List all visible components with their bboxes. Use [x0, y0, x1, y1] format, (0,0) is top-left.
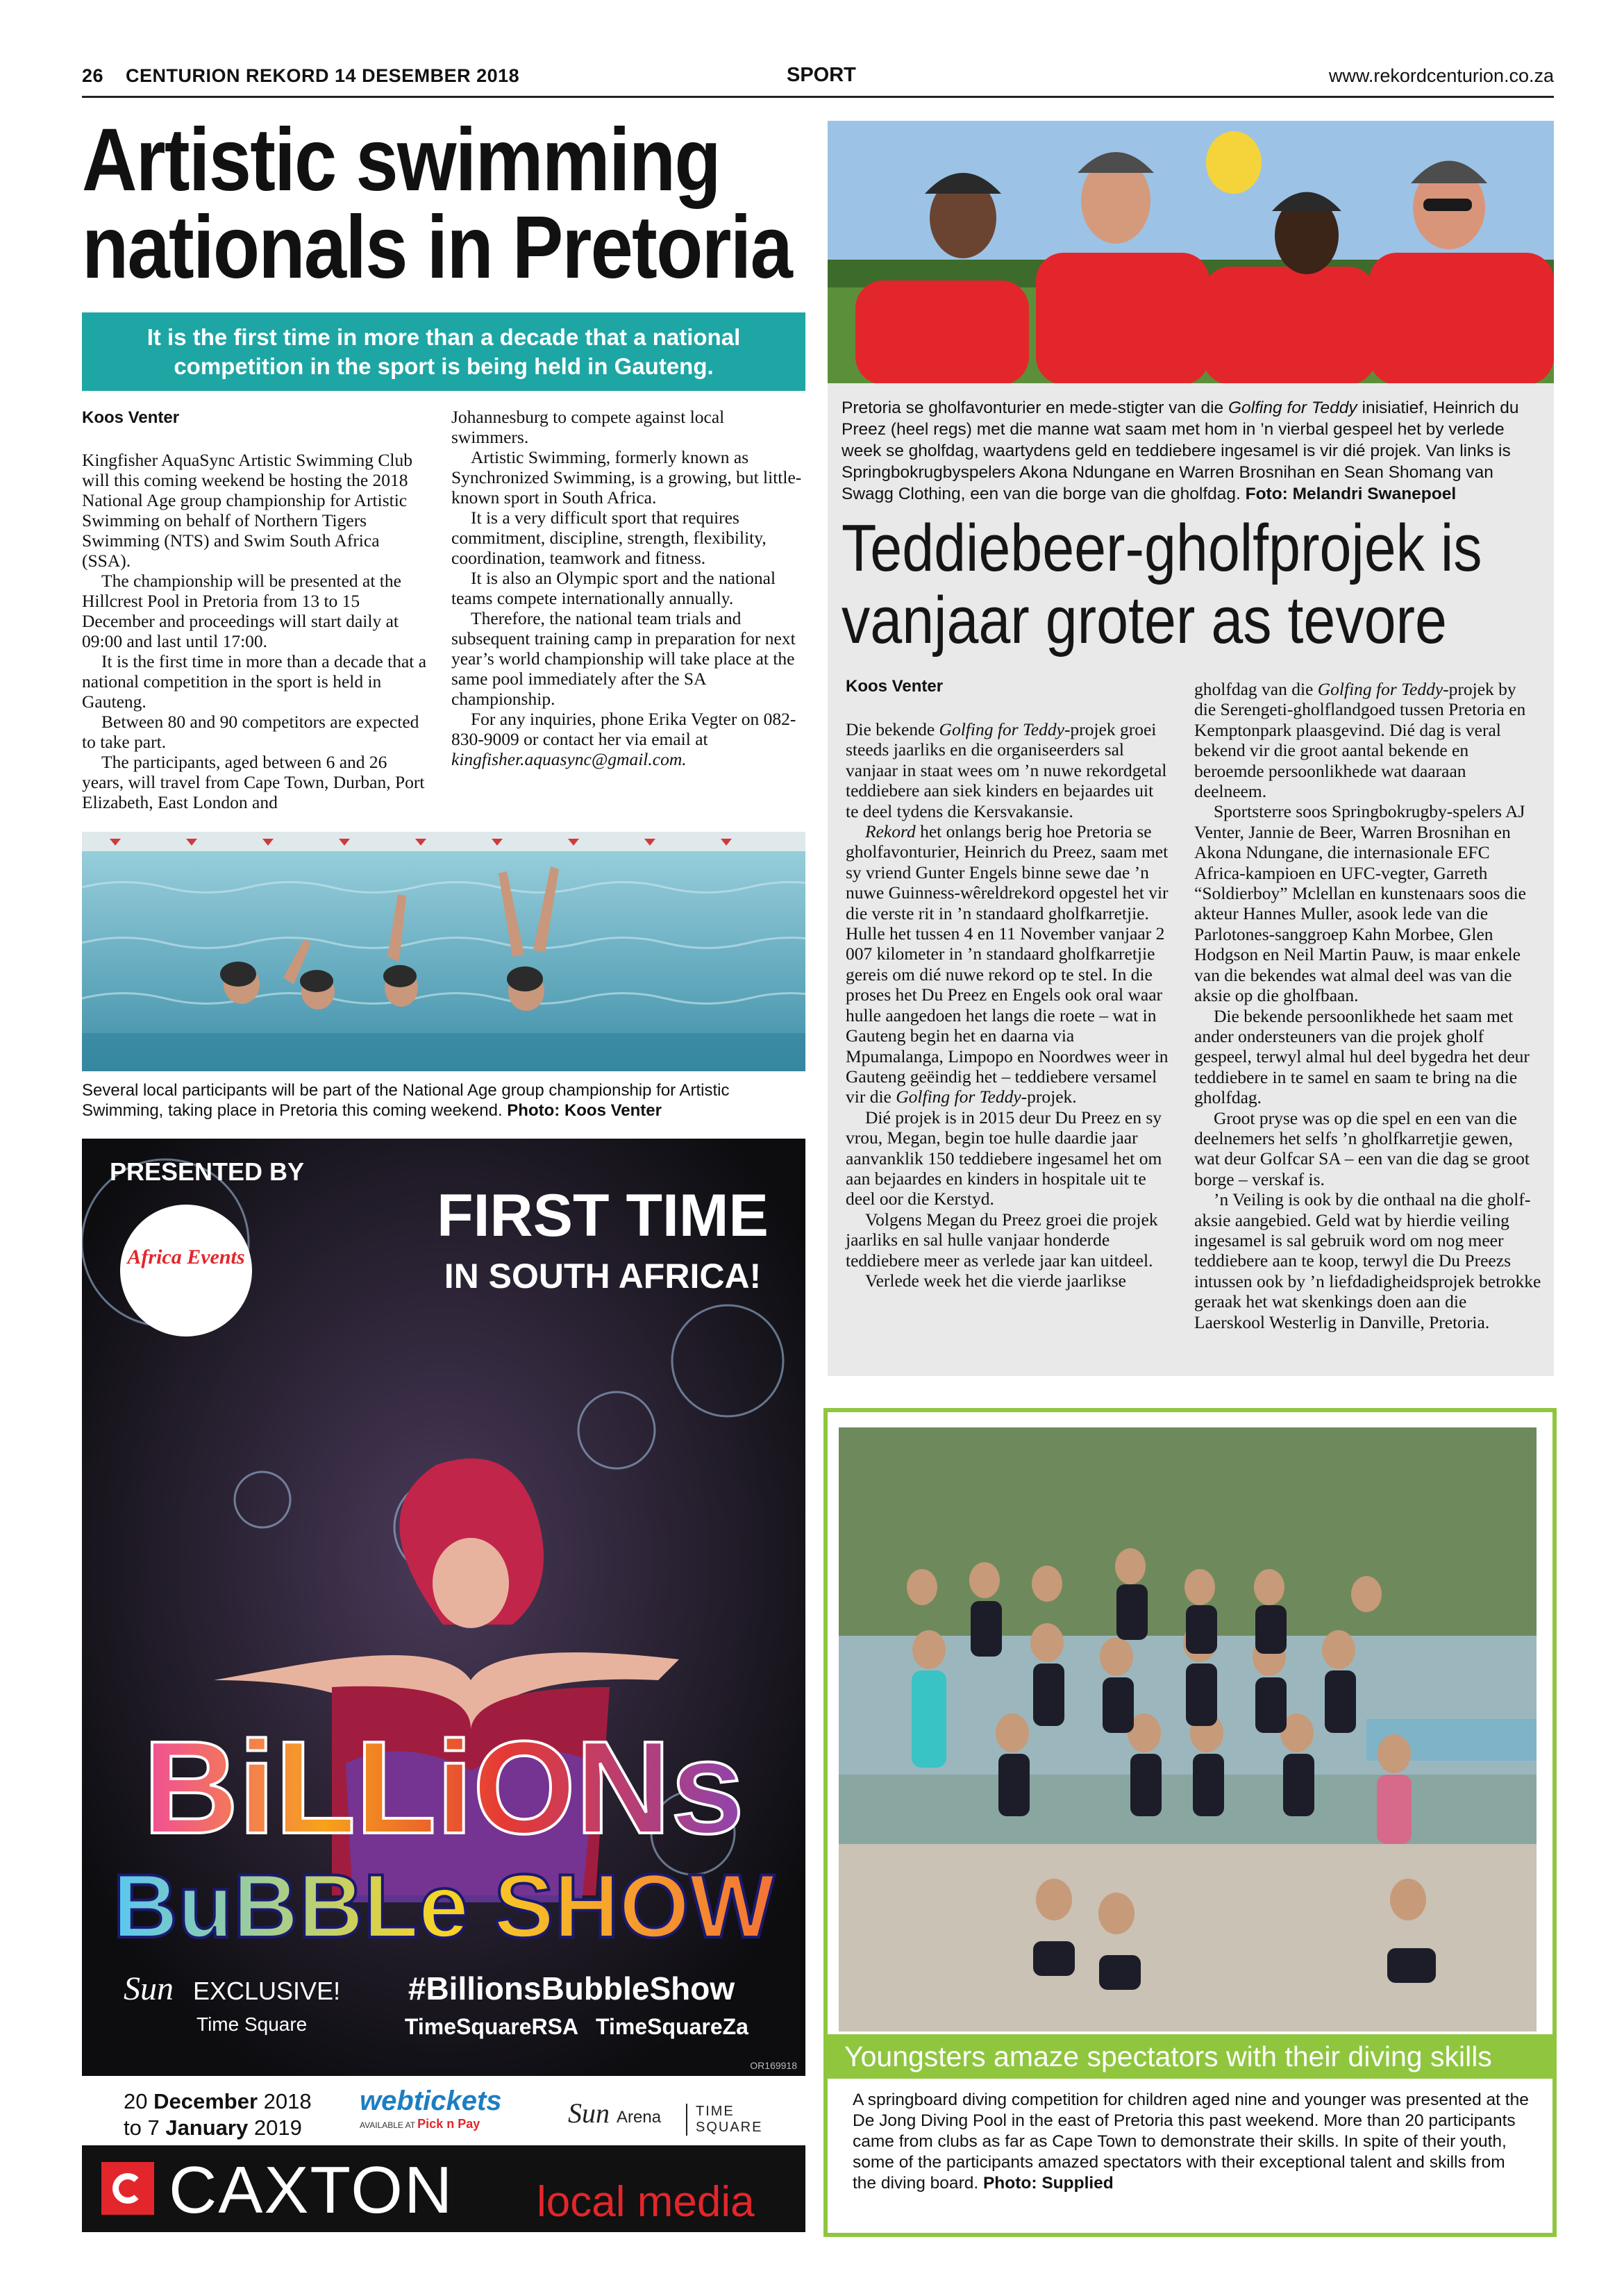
picknpay-logo: Pick n Pay [417, 2117, 480, 2131]
venue-label: Time Square [196, 2013, 308, 2035]
paragraph: Artistic Swimming, formerly known as Synchronized Swimming, is a growing, but little-known sport in South Africa. [451, 447, 802, 508]
swimming-headline [82, 110, 792, 297]
golf-team-photo [828, 121, 1554, 383]
twitter-handle[interactable]: TimeSquareZa [596, 2014, 748, 2039]
teddy-golf-headline [842, 511, 1482, 657]
diving-story-title: Youngsters amaze spectators with their diving skills [828, 2034, 1552, 2079]
masthead [82, 61, 1554, 98]
paragraph: Kingfisher AquaSync Artistic Swimming Club will this coming weekend be hosting the 2018 National Age group championship for Artistic Swimming on behalf of Northern Tigers Swimming (NTS) and Swim South Africa (SSA). [82, 450, 412, 571]
first-time-heading: FIRST TIME [437, 1182, 769, 1249]
sun-arena-logo: Sun Arena [568, 2097, 662, 2129]
paragraph: The participants, aged between 6 and 26 years, will travel from Cape Town, Durban, Port Elizabeth, East London and [82, 752, 425, 812]
byline: Koos Venter [846, 677, 944, 696]
golf-photo-caption: Pretoria se gholfavonturier en mede-stigter van die Golfing for Teddy inisiatief, Heinrich du Preez (heel regs) met die manne wat saam met hom in ’n vierbal gespeel het by verlede week se gholfdag, waartydens geld en teddiebere ingesamel is vir dié projek. Van links is Springbokrugbyspelers Akona Ndungane en Warren Brosnihan en Sean Shomang van Swagg Clothing, een van die borge van die gholfdag. Foto: Melandri Swanepoel [842, 399, 1519, 503]
billions-bubble-show-advert[interactable] [82, 1139, 805, 2232]
headline-line-2: nationals in Pretoria [82, 198, 792, 297]
caxton-c-icon [101, 2162, 154, 2215]
photo-credit: Photo: Supplied [982, 2174, 1114, 2193]
presented-by-label: PRESENTED BY [110, 1157, 305, 1186]
swimming-photo-caption: Several local participants will be part of the National Age group championship for Artistic Swimming, taking place in Pretoria this coming weekend. Photo: Koos Venter [82, 1081, 730, 1120]
show-dates: 20 December 2018 to 7 January 2019 [124, 2089, 312, 2140]
hashtag: #BillionsBubbleShow [408, 1970, 735, 2006]
headline-line-2: vanjaar groter as tevore [842, 583, 1447, 657]
masthead-page-and-date: 26 CENTURION REKORD 14 DESEMBER 2018 [82, 65, 520, 86]
facebook-handle[interactable]: TimeSquareRSA [404, 2014, 579, 2039]
billions-title: BiLLiONs [143, 1714, 744, 1861]
young-divers-group-photo [839, 1427, 1537, 2031]
intro-box: It is the first time in more than a decade that a national competition in the sport is being held in Gauteng. [82, 312, 805, 391]
paragraph: The championship will be presented at the Hillcrest Pool in Pretoria from 13 to 15 December and proceedings will start daily at 09:00 and last until 17:00. [82, 571, 401, 651]
headline-line-1: Teddiebeer-gholfprojek is [842, 511, 1482, 585]
time-square-logo: TIME SQUARE [686, 2104, 805, 2136]
in-south-africa-heading: IN SOUTH AFRICA! [444, 1257, 762, 1296]
ad-reference: OR169918 [750, 2060, 797, 2071]
webtickets-logo[interactable]: webtickets AVAILABLE AT Pick n Pay [360, 2086, 502, 2131]
paragraph: Therefore, the national team trials and subsequent training camp in preparation for next year’s world championship will take place at the same pool immediately after the SA championship. [451, 608, 796, 709]
photo-credit: Foto: Melandri Swanepoel [1245, 485, 1457, 503]
section-label: SPORT [787, 64, 856, 86]
website-link[interactable]: www.rekordcenturion.co.za [1328, 65, 1554, 86]
email-link[interactable]: kingfisher.aquasync@gmail.com. [451, 749, 687, 769]
paragraph: It is also an Olympic sport and the national teams compete internationally annually. [451, 568, 776, 608]
africa-events-logo-text: Africa Events [127, 1246, 245, 1268]
sponge-mascot [1206, 131, 1262, 194]
paragraph: Between 80 and 90 competitors are expected to take part. [82, 712, 419, 752]
diving-photo-caption: A springboard diving competition for children aged nine and younger was presented at the De Jong Diving Pool in the east of Pretoria this past weekend. More than 20 participants came from clubs as far as Cape Town to demonstrate their skills. In spite of their youth, some of the participants amazed spectators with their exceptional talent and skills from the diving board. Photo: Supplied [853, 2090, 1529, 2193]
paragraph: Johannesburg to compete against local swimmers. [451, 407, 725, 447]
bubble-show-title: BuBBLe SHOW [112, 1855, 775, 1956]
exclusive-label: EXCLUSIVE! [193, 1977, 341, 2005]
golf-story-column-2: gholfdag van die Golfing for Teddy-projek by die Serengeti-gholflandgoed tussen Pretoria en Kemptonpark plaasgevind. Dié dag is veral bekend vir die groot aantal bekende en beroemde persoonlikhede wat daaraan deelneem. Sportsterre soos Springbokrugby-spelers AJ Venter, Jannie de Beer, Warren Brosnihan en Akona Ndungane, die internasionale EFC Africa-kampioen en UFC-vegter, Garreth “Soldierboy” Mclellan en kunstenaars soos die akteur Hannes Muller, asook lede van die Parlotones-sanggroep Kahn Morbee, Glen Hodgson en Neil Martin Pauw, is maar enkele van die bekendes wat almal deel was van die aksie op die gholfbaan. Die bekende persoonlikhede het saam met ander ondersteuners van die projek gholf gespeel, terwyl almal hul deel bygedra het deur teddiebere in te samel en saam te bring na die gholfdag. Groot pryse was op die spel en een van die deelnemers het selfs ’n gholfkarretjie gewen, wat deur Golfcar SA – een van die dag se groot borge – verskaf is. ’n Veiling is ook by die onthaal na die gholf-aksie aangebied. Geld wat by hierdie veiling ingesamel is sal gebruik word om nog meer teddiebere aan te koop, terwyl die Du Preezs intussen ook by ’n liefdadigheidsprojek betrokke geraak het wat skenkings doen aan die Laerskool Westerlig in Danville, Pretoria. [1194, 679, 1541, 1332]
caxton-wordmark: CAXTON [169, 2153, 454, 2227]
photo-credit: Photo: Koos Venter [507, 1101, 662, 1120]
paragraph: It is the first time in more than a decade that a national competition in the sport is held in Gauteng. [82, 651, 427, 712]
story-column-2 [451, 407, 805, 769]
local-media-wordmark: local media [537, 2178, 755, 2226]
synchronized-swimming-photo [82, 832, 805, 1071]
byline: Koos Venter [82, 408, 180, 427]
golf-story-column-1: Die bekende Golfing for Teddy-projek groei steeds jaarliks en die organiseerders sal vanjaar in staat wees om ’n nuwe rekordgetal teddiebere aan siek kinders en bejaardes uit te deel tydens die Kersvakansie. Rekord het onlangs berig hoe Pretoria se gholfavonturier, Heinrich du Preez, saam met sy vriend Gunter Engels binne sewe dae ’n nuwe Guinness-wêreldrekord opgestel het vir die verste rit in ’n standaard gholfkarretjie. Hulle het tussen 4 en 11 November vanjaar 2 007 kilometer in ’n standaard gholfkarretjie gereis om dié nuwe rekord op te stel. In die proses het Du Preez en Engels ook oral waar hulle aangedoen het langs die roete – wat in Gauteng begin het en daarna via Mpumalanga, Limpopo en Noordwes weer in Gauteng geëindig het – teddiebere versamel vir die Golfing for Teddy-projek. Dié projek is in 2015 deur Du Preez en sy vrou, Megan, begin toe hulle daardie jaar aanvanklik 150 teddiebere ingesamel het om aan bejaardes en kinders in hospitale uit te deel oor die Kerstyd. Volgens Megan du Preez groei die projek jaarliks en sal hulle vanjaar honderde teddiebere meer as verlede jaar kan uitdeel. Verlede week het die vierde jaarlikse [846, 719, 1169, 1291]
headline-line-1: Artistic swimming [82, 110, 720, 210]
paragraph: For any inquiries, phone Erika Vegter on 082-830-9009 or contact her via email at kingfisher.aquasync@gmail.com. [451, 709, 796, 769]
sun-logo: Sun [124, 1970, 174, 2007]
ad-dates-strip [82, 2076, 805, 2145]
africa-events-logo [120, 1205, 252, 1336]
caxton-local-media-banner [82, 2145, 805, 2231]
paragraph: It is a very difficult sport that requires commitment, discipline, strength, flexibility, coordination, teamwork and fitness. [451, 508, 767, 568]
story-column-1 [82, 450, 433, 812]
